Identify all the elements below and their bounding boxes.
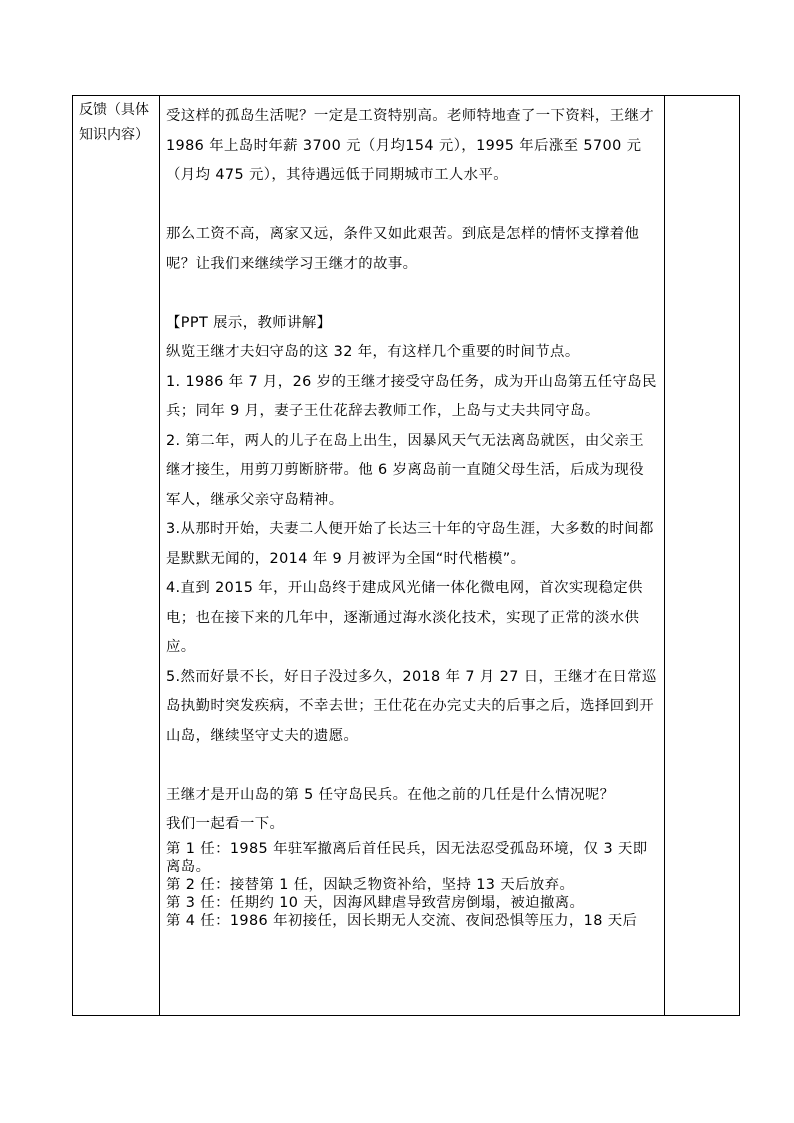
blank-line — [166, 751, 658, 781]
paragraph: 我们一起看一下。 — [166, 816, 285, 832]
paragraph: 5.然而好景不长，好日子没过多久，2018 年 7 月 27 日，王继才在日常巡岛执勤时突发疾病，不幸去世；王仕花在办完丈夫的后事之后，选择回到开山岛，继续坚守丈夫的遗愿。 — [166, 668, 657, 744]
lesson-plan-table — [72, 95, 740, 1016]
paragraph: 第 1 任：1985 年驻军撤离后首任民兵，因无法忍受孤岛环境，仅 3 天即离岛。 — [166, 840, 648, 875]
paragraph: 1. 1986 年 7 月，26 岁的王继才接受守岛任务，成为开山岛第五任守岛民兵；同年 9 月，妻子王仕花辞去教师工作，上岛与丈夫共同守岛。 — [166, 373, 657, 419]
paragraph: 纵览王继才夫妇守岛的这 32 年，有这样几个重要的时间节点。 — [166, 344, 580, 360]
blank-line — [166, 279, 658, 309]
paragraph: 2. 第二年，两人的儿子在岛上出生，因暴风天气无法离岛就医，由父亲王继才接生，用剪刀剪断脐带。他 6 岁离岛前一直随父母生活，后成为现役军人，继承父亲守岛精神。 — [166, 432, 645, 508]
paragraph: 第 2 任：接替第 1 任，因缺乏物资补给，坚持 13 天后放弃。 — [166, 876, 575, 893]
row-label: 反馈（具体知识内容） — [79, 102, 149, 143]
row-label-cell — [73, 96, 160, 1016]
paragraph: 第 3 任：任期约 10 天，因海风肆虐导致营房倒塌，被迫撤离。 — [166, 894, 585, 911]
paragraph: 4.直到 2015 年，开山岛终于建成风光储一体化微电网，首次实现稳定供电；也在接下来的几年中，逐渐通过海水淡化技术，实现了正常的淡水供应。 — [166, 580, 643, 655]
paragraph: 3.从那时开始，夫妻二人便开始了长达三十年的守岛生涯，大多数的时间都是默默无闻的，2014 年 9 月被评为全国“时代楷模”。 — [166, 521, 654, 567]
paragraph: 王继才是开山岛的第 5 任守岛民兵。在他之前的几任是什么情况呢？ — [166, 786, 615, 803]
notes-cell — [665, 96, 740, 1016]
paragraph: 第 4 任：1986 年初接任，因长期无人交流、夜间恐惧等压力，18 天后 — [166, 912, 638, 929]
paragraph: 受这样的孤岛生活呢？一定是工资特别高。老师特地查了一下资料，王继才 1986 年上岛时年薪 3700 元（月均154 元），1995 年后涨至 5700 元（月均 475 元），其待遇远低于同期城市工人水平。 — [166, 108, 655, 183]
paragraph: 那么工资不高，离家又远，条件又如此艰苦。到底是怎样的情怀支撑着他呢？让我们来继续学习王继才的故事。 — [166, 226, 640, 272]
lesson-content — [160, 96, 664, 1015]
content-cell — [160, 96, 665, 1016]
blank-line — [166, 191, 658, 221]
table-row — [73, 96, 740, 1016]
paragraph: 【PPT 展示，教师讲解】 — [166, 314, 332, 331]
